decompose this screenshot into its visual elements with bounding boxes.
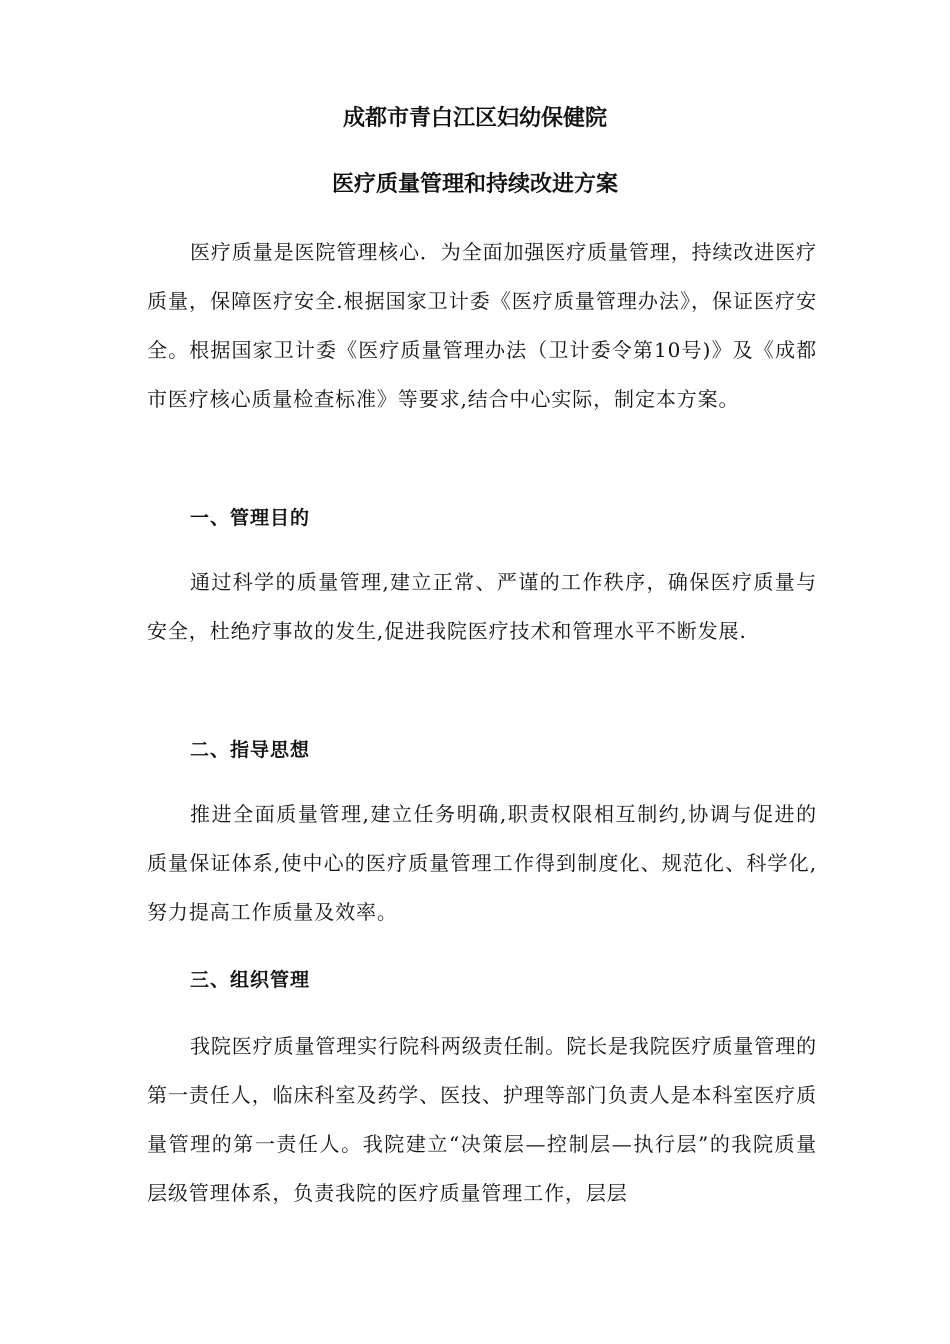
section-heading-organization: 三、组织管理 [190,969,311,991]
section-heading-purpose: 一、管理目的 [190,507,311,529]
section-heading-guiding-ideology: 二、指导思想 [190,739,311,761]
section-body-purpose: 通过科学的质量管理,建立正常、严谨的工作秩序，确保医疗质量与安全，杜绝疗事故的发生,促进我院医疗技术和管理水平不断发展. [147,570,817,643]
section-body-guiding-ideology: 推进全面质量管理,建立任务明确,职责权限相互制约,协调与促进的质量保证体系,使中心的医疗质量管理工作得到制度化、规范化、科学化,努力提高工作质量及效率。 [147,802,817,924]
intro-paragraph: 医疗质量是医院管理核心．为全面加强医疗质量管理，持续改进医疗质量，保障医疗安全.根据国家卫计委《医疗质量管理办法》，保证医疗安全。根据国家卫计委《医疗质量管理办法（卫计委令第10号)》及《成都市医疗核心质量检查标准》等要求,结合中心实际，制定本方案。 [147,240,817,411]
section-body-organization: 我院医疗质量管理实行院科两级责任制。院长是我院医疗质量管理的第一责任人，临床科室及药学、医技、护理等部门负责人是本科室医疗质量管理的第一责任人。我院建立“决策层—控制层—执行层”的我院质量层级管理体系，负责我院的医疗质量管理工作，层层 [147,1034,817,1205]
document-title-line2: 医疗质量管理和持续改进方案 [331,172,618,197]
document-title-line1: 成都市青白江区妇幼保健院 [342,106,607,131]
